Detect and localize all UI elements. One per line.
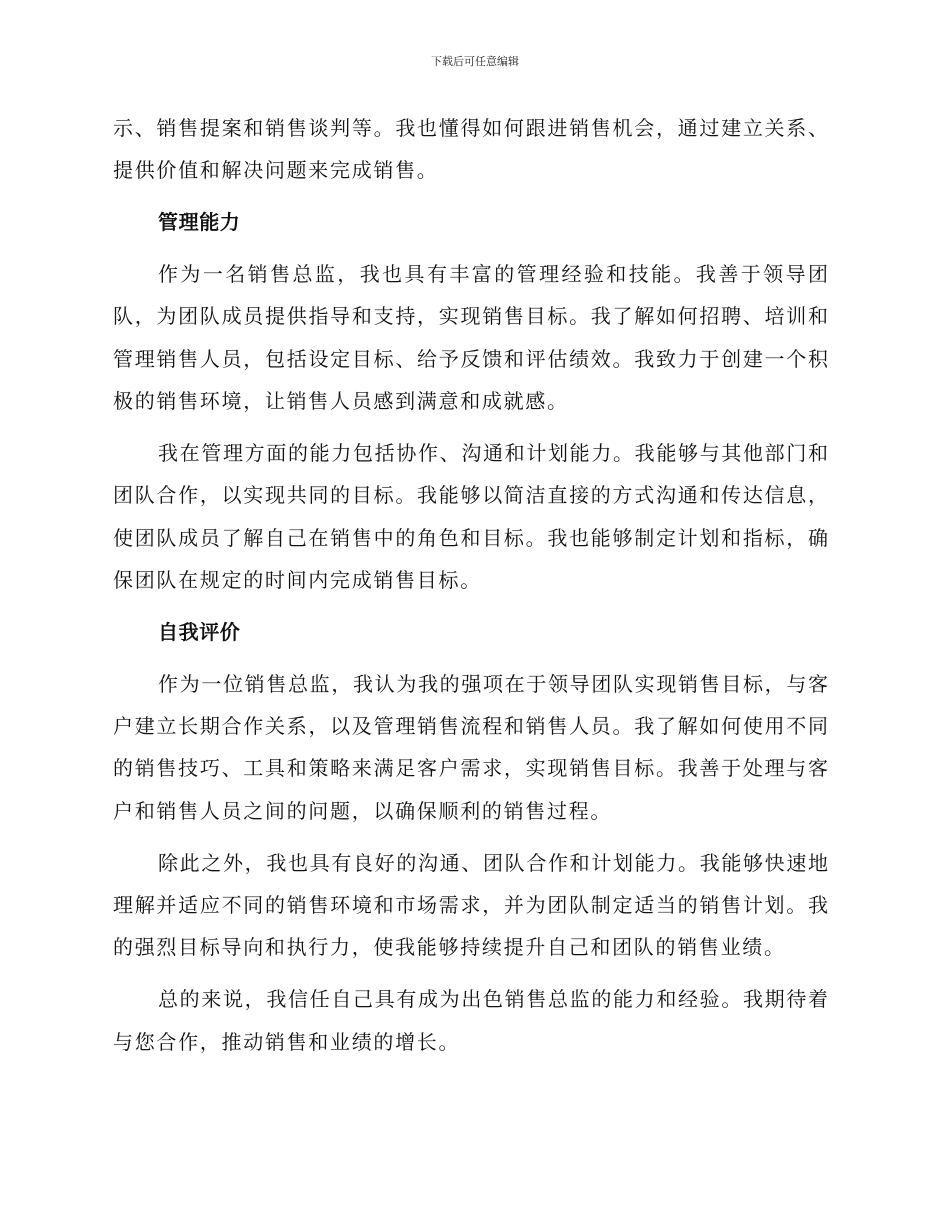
section-heading: 自我评价 — [158, 619, 241, 644]
paragraph-line: 我在管理方面的能力包括协作、沟通和计划能力。我能够与其他部门和 — [158, 440, 828, 465]
paragraph — [113, 432, 828, 602]
section-heading: 管理能力 — [158, 210, 241, 235]
paragraph-line: 保团队在规定的时间内完成销售目标。 — [113, 568, 482, 593]
section-heading-self-evaluation — [113, 611, 828, 653]
paragraph — [113, 978, 828, 1063]
paragraph-line: 理解并适应不同的销售环境和市场需求，并为团队制定适当的销售计划。我 — [113, 892, 828, 917]
paragraph-line: 除此之外，我也具有良好的沟通、团队合作和计划能力。我能够快速地 — [158, 850, 828, 875]
paragraph-line: 提供价值和解决问题来完成销售。 — [113, 158, 439, 183]
section-heading-management — [113, 201, 828, 243]
paragraph-line: 管理销售人员，包括设定目标、给予反馈和评估绩效。我致力于创建一个积 — [113, 346, 828, 371]
paragraph — [113, 253, 828, 423]
paragraph-line: 的销售技巧、工具和策略来满足客户需求，实现销售目标。我善于处理与客 — [113, 756, 828, 781]
paragraph — [113, 663, 828, 833]
paragraph-line: 户和销售人员之间的问题，以确保顺利的销售过程。 — [113, 798, 613, 823]
paragraph-line: 户建立长期合作关系，以及管理销售流程和销售人员。我了解如何使用不同 — [113, 714, 828, 739]
paragraph-line: 示、销售提案和销售谈判等。我也懂得如何跟进销售机会，通过建立关系、 — [113, 116, 828, 140]
paragraph-line: 与您合作，推动销售和业绩的增长。 — [113, 1029, 461, 1054]
paragraph-line: 作为一位销售总监，我认为我的强项在于领导团队实现销售目标，与客 — [158, 671, 828, 696]
document-body — [113, 107, 828, 1063]
paragraph-line: 总的来说，我信任自己具有成为出色销售总监的能力和经验。我期待着 — [158, 987, 828, 1012]
paragraph-line: 队，为团队成员提供指导和支持，实现销售目标。我了解如何招聘、培训和 — [113, 304, 828, 329]
paragraph-line: 极的销售环境，让销售人员感到满意和成就感。 — [113, 389, 569, 414]
paragraph-line: 团队合作，以实现共同的目标。我能够以简洁直接的方式沟通和传达信息， — [113, 483, 828, 508]
paragraph — [113, 842, 828, 969]
paragraph-line: 的强烈目标导向和执行力，使我能够持续提升自己和团队的销售业绩。 — [113, 935, 786, 960]
paragraph-line: 作为一名销售总监，我也具有丰富的管理经验和技能。我善于领导团 — [158, 261, 828, 286]
paragraph — [113, 107, 828, 192]
paragraph-line: 使团队成员了解自己在销售中的角色和目标。我也能够制定计划和指标，确 — [113, 525, 828, 550]
page-header-note: 下载后可任意编辑 — [431, 55, 519, 68]
